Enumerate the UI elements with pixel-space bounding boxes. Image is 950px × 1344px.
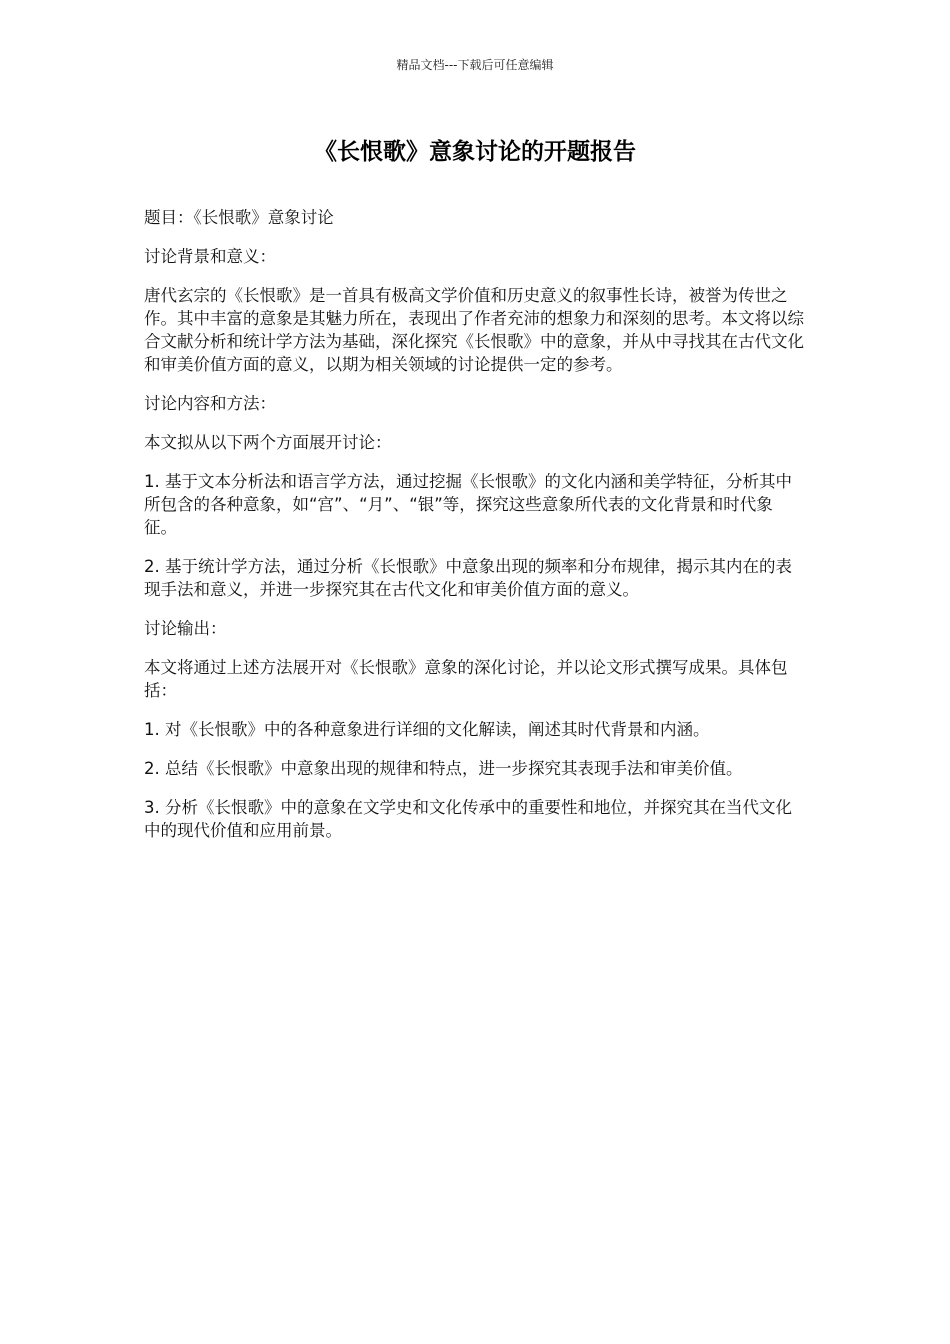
methods-item-1: 1. 基于文本分析法和语言学方法，通过挖掘《长恨歌》的文化内涵和美学特征，分析其中所包含的各种意象，如“宫”、“月”、“银”等，探究这些意象所代表的文化背景和时代象征。: [144, 472, 792, 537]
methods-item-2: 2. 基于统计学方法，通过分析《长恨歌》中意象出现的频率和分布规律，揭示其内在的表现手法和意义，并进一步探究其在古代文化和审美价值方面的意义。: [144, 557, 792, 599]
output-intro: 本文将通过上述方法展开对《长恨歌》意象的深化讨论，并以论文形式撰写成果。具体包括：: [144, 658, 788, 700]
section-heading-output: 讨论输出：: [144, 619, 227, 638]
output-item-2: 2. 总结《长恨歌》中意象出现的规律和特点，进一步探究其表现手法和审美价值。: [144, 759, 743, 778]
page-header: 精品文档---下载后可任意编辑: [396, 58, 554, 72]
background-paragraph: 唐代玄宗的《长恨歌》是一首具有极高文学价值和历史意义的叙事性长诗，被誉为传世之作。其中丰富的意象是其魅力所在，表现出了作者充沛的想象力和深刻的思考。本文将以综合文献分析和统计学方法为基础，深化探究《长恨歌》中的意象，并从中寻找其在古代文化和审美价值方面的意义，以期为相关领域的讨论提供一定的参考。: [144, 286, 804, 374]
topic-line: 题目：《长恨歌》意象讨论: [144, 208, 334, 227]
section-heading-methods: 讨论内容和方法：: [144, 394, 276, 413]
methods-intro: 本文拟从以下两个方面展开讨论：: [144, 433, 392, 452]
section-heading-background: 讨论背景和意义：: [144, 247, 276, 266]
document-title: 《长恨歌》意象讨论的开题报告: [314, 139, 636, 165]
output-item-1: 1. 对《长恨歌》中的各种意象进行详细的文化解读，阐述其时代背景和内涵。: [144, 720, 710, 739]
document-body: [144, 206, 804, 858]
output-item-3: 3. 分析《长恨歌》中的意象在文学史和文化传承中的重要性和地位，并探究其在当代文化中的现代价值和应用前景。: [144, 798, 792, 840]
